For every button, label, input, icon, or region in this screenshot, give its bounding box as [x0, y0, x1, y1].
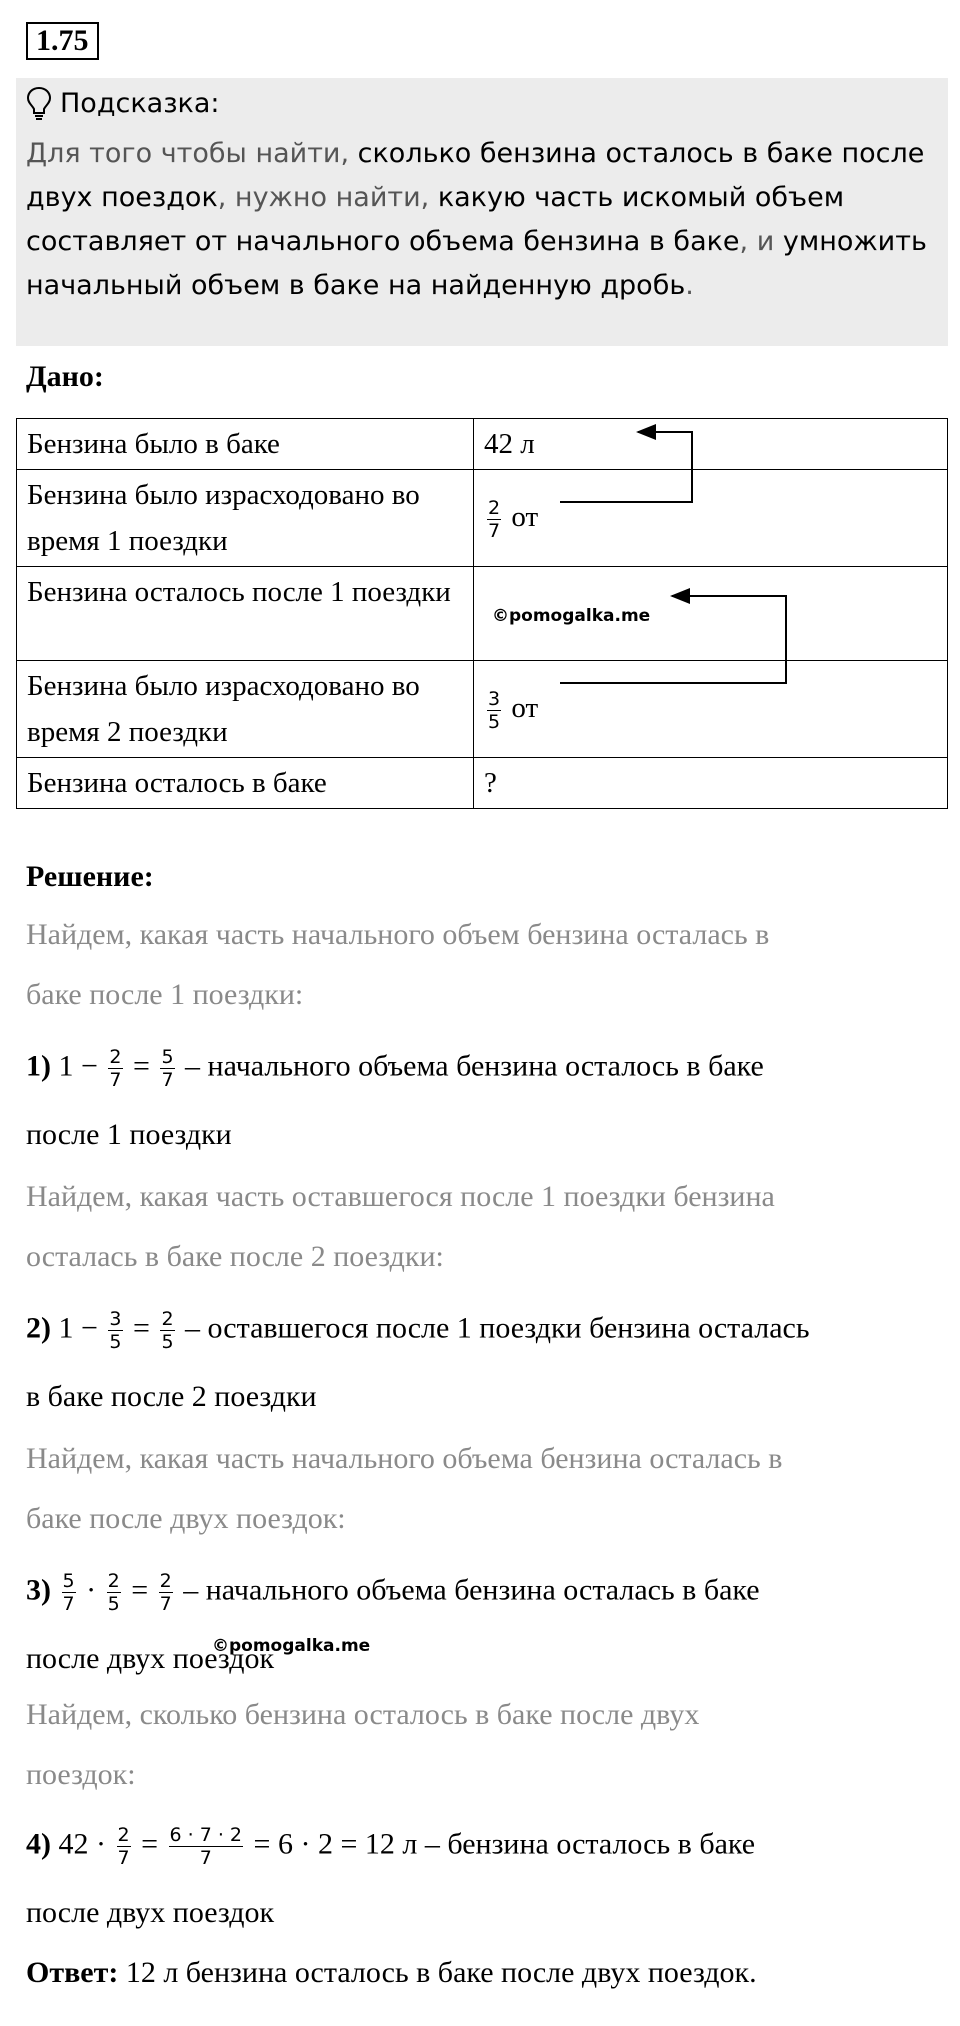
- given-label: Бензина осталось в баке: [17, 758, 474, 809]
- hint-part: , нужно найти,: [217, 182, 438, 213]
- given-title: Дано:: [26, 360, 104, 393]
- watermark: ©pomogalka.me: [492, 605, 651, 626]
- arrow-connector: [560, 432, 692, 502]
- given-label: Бензина было израсходовано во время 1 поездки: [17, 470, 474, 567]
- solution-note: Найдем, сколько бензина осталось в баке после двух: [26, 1698, 700, 1731]
- solution-note: осталась в баке после 2 поездки:: [26, 1240, 444, 1273]
- solution-step-3: 3) $\frac{5}{7}$ · $\frac{2}{5}$ = $\frac{2}{7}$ – начального объема бензина осталась в баке: [26, 1570, 760, 1615]
- solution-step-1-cont: после 1 поездки: [26, 1118, 232, 1151]
- hint-title: Подсказка:: [60, 87, 220, 119]
- fraction: $\frac{2}{7}$: [488, 496, 501, 542]
- solution-step-4-cont: после двух поездок: [26, 1896, 275, 1929]
- given-suffix: от: [511, 692, 539, 725]
- given-value: ?: [474, 758, 948, 809]
- solution-step-1: 1) 1 − $\frac{2}{7}$ = $\frac{5}{7}$ – начального объема бензина осталось в баке: [26, 1046, 764, 1091]
- hint-part: какую часть искомый объем составляет от начального объема бензина в баке: [26, 182, 845, 257]
- watermark: ©pomogalka.me: [212, 1636, 371, 1656]
- solution-step-4: 4) 42 · $\frac{2}{7}$ = $\frac{6 \cdot 7 \cdot 2}{7}$ = 6 · 2 = 12 л – бензина осталось в баке: [26, 1824, 756, 1869]
- fraction: $\frac{3}{5}$: [488, 687, 501, 733]
- hint-part: сколько бензина осталось в баке после двух поездок: [26, 138, 925, 213]
- hint-part: Для того чтобы найти,: [26, 138, 358, 169]
- solution-note: поездок:: [26, 1758, 136, 1791]
- solution-note: баке после 1 поездки:: [26, 978, 304, 1011]
- solution-step-3-cont: после двух поездок: [26, 1642, 275, 1675]
- solution-title: Решение:: [26, 860, 154, 893]
- task-number: 1.75: [26, 22, 99, 60]
- answer-text: 12 л бензина осталось в баке после двух поездок.: [125, 1956, 757, 1989]
- solution-note: баке после двух поездок:: [26, 1502, 346, 1535]
- solution-note: Найдем, какая часть оставшегося после 1 поездки бензина: [26, 1180, 775, 1213]
- solution-step-2-cont: в баке после 2 поездки: [26, 1380, 317, 1413]
- given-suffix: от: [511, 501, 539, 534]
- arrow-connector: [560, 596, 786, 683]
- hint-part: , и: [739, 226, 783, 257]
- answer: [26, 1956, 757, 1990]
- answer-label: Ответ:: [26, 1956, 119, 1989]
- given-label: Бензина было в баке: [17, 419, 474, 470]
- given-value: 42 л: [474, 419, 948, 470]
- given-label: Бензина осталось после 1 поездки: [17, 567, 474, 661]
- arrows-overlay: [0, 0, 960, 820]
- hint-part: .: [685, 270, 694, 301]
- given-label: Бензина было израсходовано во время 2 поездки: [17, 661, 474, 758]
- solution-note: Найдем, какая часть начального объем бензина осталась в: [26, 918, 770, 951]
- solution-note: Найдем, какая часть начального объема бензина осталась в: [26, 1442, 783, 1475]
- hint-part: умножить начальный объем в баке на найденную дробь: [26, 226, 927, 301]
- solution-step-2: 2) 1 − $\frac{3}{5}$ = $\frac{2}{5}$ – оставшегося после 1 поездки бензина осталась: [26, 1308, 810, 1353]
